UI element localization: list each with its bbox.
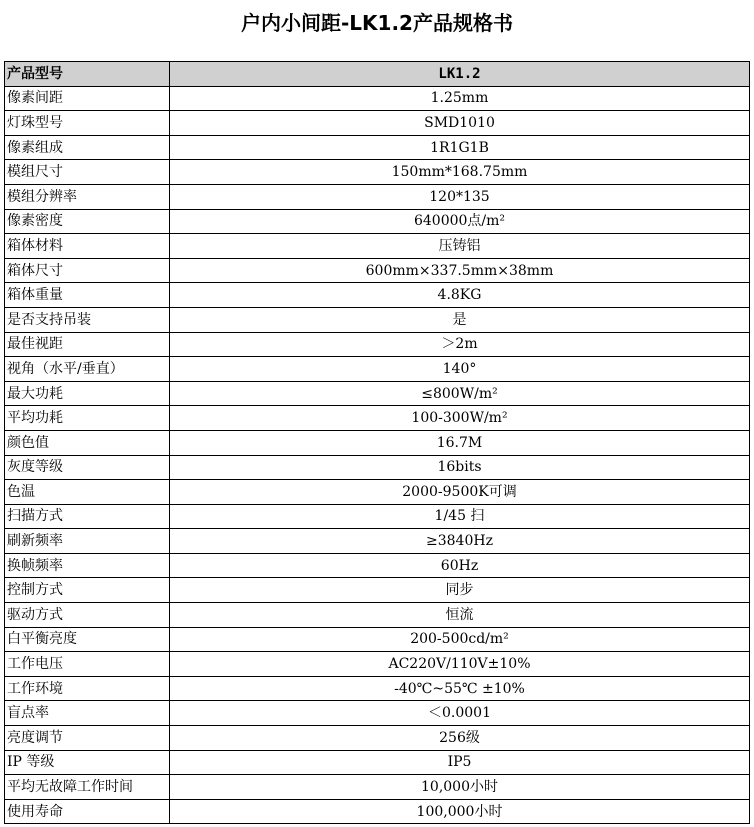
- spec-label: 亮度调节: [5, 726, 170, 751]
- spec-label: 换帧频率: [5, 553, 170, 578]
- spec-value: 10,000小时: [170, 775, 750, 800]
- spec-label: 平均功耗: [5, 406, 170, 431]
- spec-row: [5, 258, 750, 283]
- spec-value: 1/45 扫: [170, 504, 750, 529]
- spec-label: 盲点率: [5, 701, 170, 726]
- spec-value: 2000-9500K可调: [170, 480, 750, 505]
- spec-label: 扫描方式: [5, 504, 170, 529]
- spec-row: [5, 381, 750, 406]
- spec-row: [5, 430, 750, 455]
- spec-label: 平均无故障工作时间: [5, 775, 170, 800]
- spec-row: [5, 455, 750, 480]
- spec-row: [5, 111, 750, 136]
- spec-row: [5, 799, 750, 824]
- spec-row: [5, 504, 750, 529]
- spec-value: 是: [170, 307, 750, 332]
- spec-value: IP5: [170, 750, 750, 775]
- spec-label: 是否支持吊装: [5, 307, 170, 332]
- spec-row: [5, 652, 750, 677]
- spec-value: 60Hz: [170, 553, 750, 578]
- spec-label: 工作环境: [5, 676, 170, 701]
- spec-value: 1R1G1B: [170, 135, 750, 160]
- spec-label: 控制方式: [5, 578, 170, 603]
- spec-value: -40℃~55℃ ±10%: [170, 676, 750, 701]
- spec-label: 像素间距: [5, 86, 170, 111]
- spec-value: 4.8KG: [170, 283, 750, 308]
- spec-label: 灯珠型号: [5, 111, 170, 136]
- spec-row: [5, 480, 750, 505]
- spec-row: [5, 578, 750, 603]
- spec-label: 模组尺寸: [5, 160, 170, 185]
- spec-row: [5, 307, 750, 332]
- spec-value: 1.25mm: [170, 86, 750, 111]
- spec-value: 16bits: [170, 455, 750, 480]
- document-title: 户内小间距-LK1.2产品规格书: [241, 11, 513, 35]
- spec-value: 100-300W/m²: [170, 406, 750, 431]
- spec-row: [5, 86, 750, 111]
- spec-row: [5, 627, 750, 652]
- spec-row: [5, 332, 750, 357]
- spec-label: 视角（水平/垂直）: [5, 357, 170, 382]
- spec-row: [5, 603, 750, 628]
- spec-row: [5, 184, 750, 209]
- spec-label: 白平衡亮度: [5, 627, 170, 652]
- spec-value: 140°: [170, 357, 750, 382]
- spec-label: 箱体材料: [5, 234, 170, 259]
- spec-label: 像素密度: [5, 209, 170, 234]
- spec-label: IP 等级: [5, 750, 170, 775]
- spec-value: 16.7M: [170, 430, 750, 455]
- spec-row: [5, 234, 750, 259]
- spec-value: 150mm*168.75mm: [170, 160, 750, 185]
- spec-label: 箱体重量: [5, 283, 170, 308]
- spec-row: [5, 135, 750, 160]
- spec-label: 最佳视距: [5, 332, 170, 357]
- spec-value: 压铸铝: [170, 234, 750, 259]
- spec-value: 100,000小时: [170, 799, 750, 824]
- spec-row: [5, 406, 750, 431]
- spec-value: AC220V/110V±10%: [170, 652, 750, 677]
- spec-row: [5, 209, 750, 234]
- spec-label: 像素组成: [5, 135, 170, 160]
- spec-row: [5, 283, 750, 308]
- spec-table: [4, 61, 750, 824]
- spec-value: ≤800W/m²: [170, 381, 750, 406]
- spec-label: 刷新频率: [5, 529, 170, 554]
- spec-row: [5, 726, 750, 751]
- spec-label: 灰度等级: [5, 455, 170, 480]
- spec-value: 同步: [170, 578, 750, 603]
- spec-value: 恒流: [170, 603, 750, 628]
- spec-header-row: [5, 62, 750, 87]
- spec-value: 120*135: [170, 184, 750, 209]
- spec-label: 模组分辨率: [5, 184, 170, 209]
- spec-value: 200-500cd/m²: [170, 627, 750, 652]
- spec-label: 色温: [5, 480, 170, 505]
- spec-value: SMD1010: [170, 111, 750, 136]
- spec-value: 600mm×337.5mm×38mm: [170, 258, 750, 283]
- spec-row: [5, 553, 750, 578]
- spec-value: 256级: [170, 726, 750, 751]
- spec-header-value: LK1.2: [170, 62, 750, 87]
- spec-row: [5, 160, 750, 185]
- spec-row: [5, 775, 750, 800]
- spec-header-label: 产品型号: [5, 62, 170, 87]
- spec-value: ＜0.0001: [170, 701, 750, 726]
- spec-label: 驱动方式: [5, 603, 170, 628]
- spec-label: 使用寿命: [5, 799, 170, 824]
- spec-row: [5, 750, 750, 775]
- spec-label: 颜色值: [5, 430, 170, 455]
- spec-table-body: [5, 62, 750, 824]
- spec-row: [5, 701, 750, 726]
- spec-row: [5, 529, 750, 554]
- spec-value: ≥3840Hz: [170, 529, 750, 554]
- spec-value: 640000点/m²: [170, 209, 750, 234]
- spec-label: 最大功耗: [5, 381, 170, 406]
- spec-row: [5, 357, 750, 382]
- spec-value: ＞2m: [170, 332, 750, 357]
- spec-label: 箱体尺寸: [5, 258, 170, 283]
- spec-label: 工作电压: [5, 652, 170, 677]
- spec-row: [5, 676, 750, 701]
